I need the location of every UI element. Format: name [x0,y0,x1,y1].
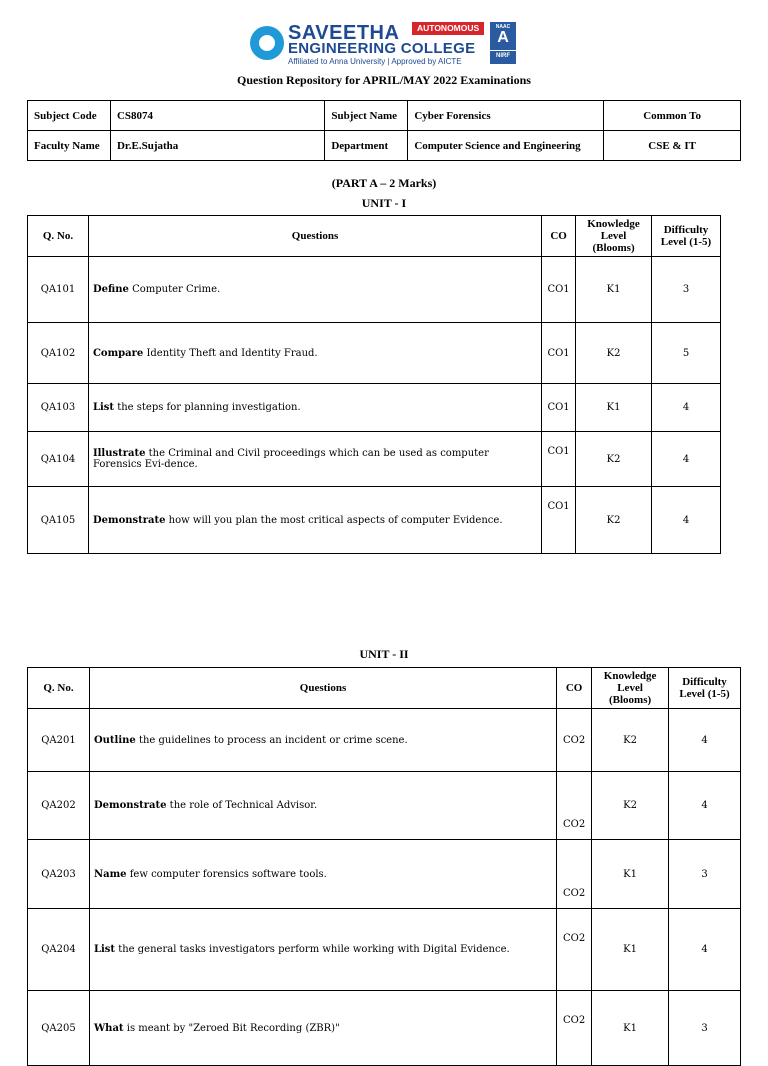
co-cell: CO2 [557,991,592,1066]
subject-name-label: Subject Name [325,101,408,131]
col-difficulty-header [652,216,721,257]
unit1-title: UNIT - I [361,196,407,210]
difficulty-cell: 3 [669,991,741,1066]
table-row [28,709,741,772]
question-cell [88,432,541,487]
question-cell [88,323,541,384]
question-verb: Outline [93,734,136,746]
unit1-question-table [27,215,721,554]
common-to-label: Common To [604,101,741,131]
qno-cell: QA204 [28,909,90,991]
unit2-question-table [27,667,741,1066]
col-questions-header: Questions [89,668,556,709]
faculty-label: Faculty Name [28,131,111,161]
qno-cell: QA102 [28,323,89,384]
knowledge-cell: K1 [576,384,652,432]
subject-info-row [28,101,741,131]
kl-line2: Level [600,230,627,242]
col-questions-header: Questions [88,216,541,257]
question-text: Identity Theft and Identity Fraud. [143,347,318,359]
question-cell [89,840,556,909]
question-verb: Compare [92,347,144,359]
affiliation-text: Affiliated to Anna University | Approved by AICTE [288,57,462,66]
department-label: Department [325,131,408,161]
qno-cell: QA105 [28,487,89,554]
dl-line2: Level (1-5) [660,236,712,248]
difficulty-cell: 4 [669,772,741,840]
qno-cell: QA203 [28,840,90,909]
college-name-line1: SAVEETHA [288,22,400,44]
question-text: the Criminal and Civil proceedings which can be used as computer Forensics Evi-dence. [92,448,489,470]
difficulty-cell: 4 [652,487,721,554]
dl-line1: Difficulty [682,676,727,688]
table-row [28,772,741,840]
kl-line2: Level [617,682,643,694]
question-cell [88,384,541,432]
qno-cell: QA103 [28,384,89,432]
col-qno-header: Q. No. [28,668,90,709]
college-emblem-icon [250,26,284,60]
question-verb: Name [93,868,127,880]
question-cell [88,257,541,323]
subject-info-table [27,100,741,161]
table-row [28,909,741,991]
table-row [28,323,721,384]
question-verb: Demonstrate [93,800,167,811]
nirf-label: NIRF [490,50,516,60]
repository-title: Question Repository for APRIL/MAY 2022 Examinations [237,73,531,87]
col-difficulty-header [669,668,741,709]
table-header-row [28,216,721,257]
naac-grade: A [497,29,509,46]
question-verb: Illustrate [92,448,146,459]
difficulty-cell: 4 [652,384,721,432]
question-text: Computer Crime. [128,284,221,295]
co-cell: CO2 [557,909,592,991]
table-row [28,432,721,487]
table-header-row [28,668,741,709]
question-text: the role of Technical Advisor. [166,800,318,811]
table-row [28,991,741,1066]
col-knowledge-header [592,668,669,709]
kl-line1: Knowledge [603,670,657,682]
difficulty-cell: 4 [669,909,741,991]
unit2-title: UNIT - II [359,647,409,661]
qno-cell: QA201 [28,709,90,772]
question-text: the general tasks investigators perform while working with Digital Evidence. [115,944,510,955]
faculty-value: Dr.E.Sujatha [110,131,324,161]
naac-label: NAAC [495,24,511,30]
question-cell [89,772,556,840]
faculty-info-row [28,131,741,161]
co-cell: CO2 [557,709,592,772]
kl-line3: (Blooms) [608,694,652,706]
question-text: the steps for planning investigation. [114,402,301,413]
autonomous-badge: AUTONOMOUS [412,22,484,35]
question-text: is meant by "Zeroed Bit Recording (ZBR)" [123,1022,340,1034]
co-cell: CO1 [542,487,576,554]
knowledge-cell: K1 [576,257,652,323]
question-verb: Define [92,284,129,295]
knowledge-cell: K1 [592,909,669,991]
difficulty-cell: 5 [652,323,721,384]
question-verb: What [93,1022,124,1034]
college-logo [250,22,518,66]
col-knowledge-header [576,216,652,257]
part-label: (PART A – 2 Marks) [331,176,437,190]
question-cell [89,709,556,772]
qno-cell: QA202 [28,772,90,840]
knowledge-cell: K2 [576,432,652,487]
department-value: Computer Science and Engineering [408,131,604,161]
difficulty-cell: 3 [652,257,721,323]
qno-cell: QA205 [28,991,90,1066]
table-row [28,257,721,323]
difficulty-cell: 3 [669,840,741,909]
col-qno-header: Q. No. [28,216,89,257]
question-cell [89,909,556,991]
col-co-header: CO [542,216,576,257]
kl-line1: Knowledge [587,218,640,230]
question-verb: List [92,402,115,413]
question-verb: List [93,944,116,955]
co-cell: CO1 [542,323,576,384]
difficulty-cell: 4 [652,432,721,487]
table-row [28,384,721,432]
knowledge-cell: K2 [576,323,652,384]
question-cell [88,487,541,554]
knowledge-cell: K2 [592,772,669,840]
subject-code-label: Subject Code [28,101,111,131]
dl-line2: Level (1-5) [679,688,730,700]
question-text: how will you plan the most critical aspects of computer Evidence. [165,514,503,526]
question-text: the guidelines to process an incident or crime scene. [135,734,408,746]
co-cell: CO1 [542,257,576,323]
co-cell: CO1 [542,384,576,432]
col-co-header: CO [557,668,592,709]
question-cell [89,991,556,1066]
table-row [28,840,741,909]
knowledge-cell: K1 [592,991,669,1066]
knowledge-cell: K2 [576,487,652,554]
qno-cell: QA101 [28,257,89,323]
subject-code-value: CS8074 [110,101,324,131]
table-row [28,487,721,554]
question-text: few computer forensics software tools. [126,868,327,880]
kl-line3: (Blooms) [592,242,635,254]
subject-name-value: Cyber Forensics [408,101,604,131]
naac-badge [490,22,516,64]
co-cell: CO2 [557,840,592,909]
co-cell: CO2 [557,772,592,840]
qno-cell: QA104 [28,432,89,487]
question-verb: Demonstrate [92,514,166,526]
knowledge-cell: K2 [592,709,669,772]
college-name-line2: ENGINEERING COLLEGE [288,40,476,57]
common-to-value: CSE & IT [604,131,741,161]
co-cell: CO1 [542,432,576,487]
difficulty-cell: 4 [669,709,741,772]
dl-line1: Difficulty [663,224,709,236]
knowledge-cell: K1 [592,840,669,909]
